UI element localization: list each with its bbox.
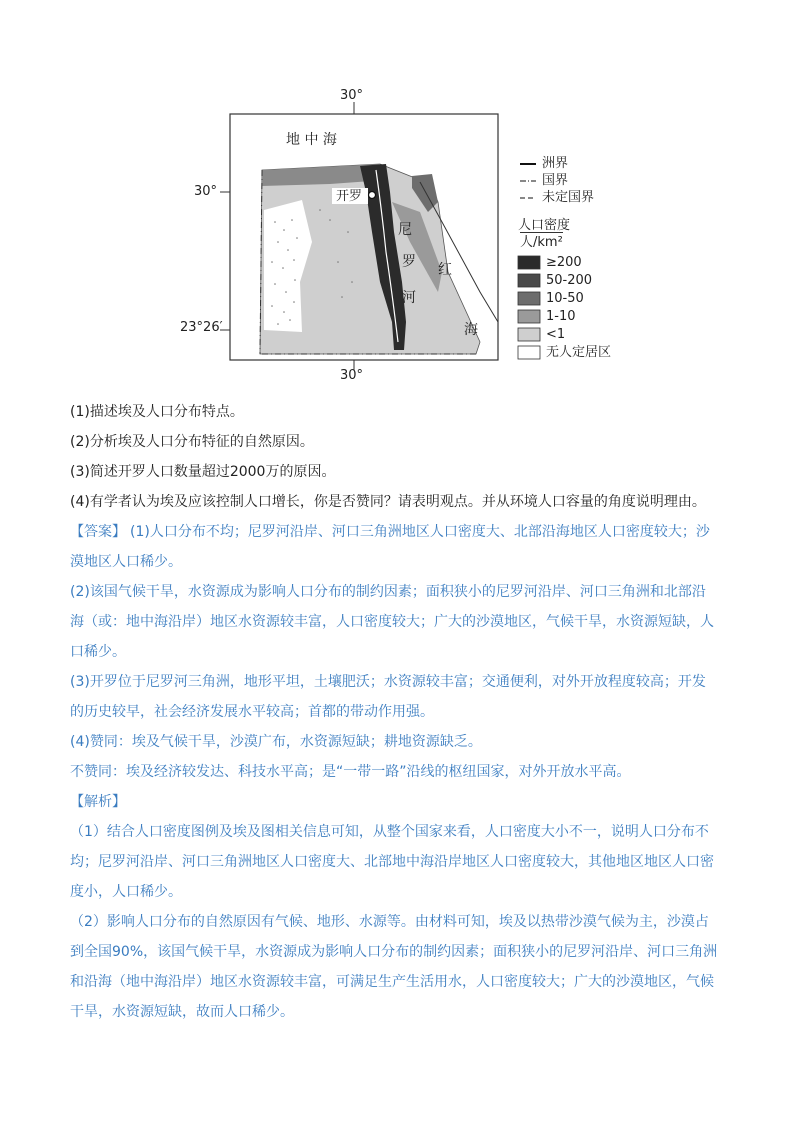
answer-line-2: 漠地区人口稀少。 [70,554,182,570]
answer-line-7: 的历史较早，社会经济发展水平较高；首都的带动作用强。 [70,704,434,720]
legend-density-label: <1 [546,327,566,342]
answer-line-5: 口稀少。 [70,644,126,660]
cairo-dot [369,192,376,199]
legend-border-symbols [520,164,536,198]
answer-line-9: 不赞同：埃及经济较发达、科技水平高；是“一带一路”沿线的枢纽国家，对外开放水平高。 [70,764,631,780]
legend-border-undefined: 未定国界 [542,190,595,205]
city-cairo-label: 开罗 [336,189,363,204]
answer-line-6: (3)开罗位于尼罗河三角洲，地形平坦，土壤肥沃；水资源较丰富；交通便利，对外开放程度较高；开发 [70,674,706,690]
analysis-line-1: （1）结合人口密度图例及埃及图相关信息可知，从整个国家来看，人口密度大小不一，说明人口分布不 [70,824,709,840]
legend-title: 人口密度 [518,218,571,233]
red-sea-label-2: 海 [464,322,478,338]
answer-label: 【答案】 [70,524,126,540]
analysis-line-4: （2）影响人口分布的自然原因有气候、地形、水源等。由材料可知，埃及以热带沙漠气候为主，沙漠占 [70,914,709,930]
legend-swatch [518,328,540,341]
analysis-line-6: 和沿海（地中海沿岸）地区水资源较丰富，可满足生产生活用水，人口密度较大；广大的沙漠地区，气候 [70,974,714,990]
question-3: (3)简述开罗人口数量超过2000万的原因。 [70,464,336,480]
analysis-label: 【解析】 [70,794,126,810]
legend-swatch [518,310,540,323]
analysis-line-3: 度小，人口稀少。 [70,884,182,900]
legend-unit: 人/km² [520,232,563,253]
legend-swatch [518,292,540,305]
lon-label-bottom: 30° [340,368,364,383]
analysis-line-5: 到全国90%，该国气候干旱，水资源成为影响人口分布的制约因素；面积狭小的尼罗河沿岸、河口三角洲 [70,944,718,960]
legend-swatch [518,346,540,359]
nile-label-1: 尼 [398,222,412,238]
legend-density-label: 1-10 [546,309,576,324]
legend-border-continent: 洲界 [542,156,569,171]
legend-swatch [518,256,540,269]
sea-mediterranean-label: 地 中 海 [286,132,337,148]
lon-label-top: 30° [340,88,364,103]
answer-line-8: (4)赞同：埃及气候干旱，沙漠广布，水资源短缺；耕地资源缺乏。 [70,734,482,750]
legend-density-label: 50-200 [546,273,593,288]
legend-border-country: 国界 [542,173,569,188]
answer-line-3: (2)该国气候干旱，水资源成为影响人口分布的制约因素；面积狭小的尼罗河沿岸、河口三角洲和北部沿 [70,584,706,600]
answer-line-4: 海（或：地中海沿岸）地区水资源较丰富，人口密度较大；广大的沙漠地区，气候干旱，水资源短缺，人 [70,614,714,630]
legend-swatches [518,256,540,359]
answer-line-1: (1)人口分布不均；尼罗河沿岸、河口三角洲地区人口密度大、北部沿海地区人口密度较大；沙 [130,524,710,540]
red-sea-label-1: 红 [438,262,452,278]
question-4: (4)有学者认为埃及应该控制人口增长，你是否赞同？请表明观点。并从环境人口容量的角度说明理由。 [70,494,706,510]
legend-density-label: 无人定居区 [546,345,612,360]
egypt-population-map [180,88,660,392]
legend-density-label: ≥200 [546,255,582,270]
legend-density-label: 10-50 [546,291,584,306]
legend-swatch [518,274,540,287]
analysis-line-7: 干旱，水资源短缺，故而人口稀少。 [70,1004,294,1020]
analysis-line-2: 均；尼罗河沿岸、河口三角洲地区人口密度大、北部地中海沿岸地区人口密度较大，其他地区地区人口密 [70,854,714,870]
question-1: (1)描述埃及人口分布特点。 [70,404,244,420]
lat-label-30: 30° [194,184,218,199]
question-2: (2)分析埃及人口分布特征的自然原因。 [70,434,314,450]
nile-label-2: 罗 [402,254,416,270]
lat-label-2326: 23°26′ [180,320,223,335]
nile-label-3: 河 [402,290,416,306]
